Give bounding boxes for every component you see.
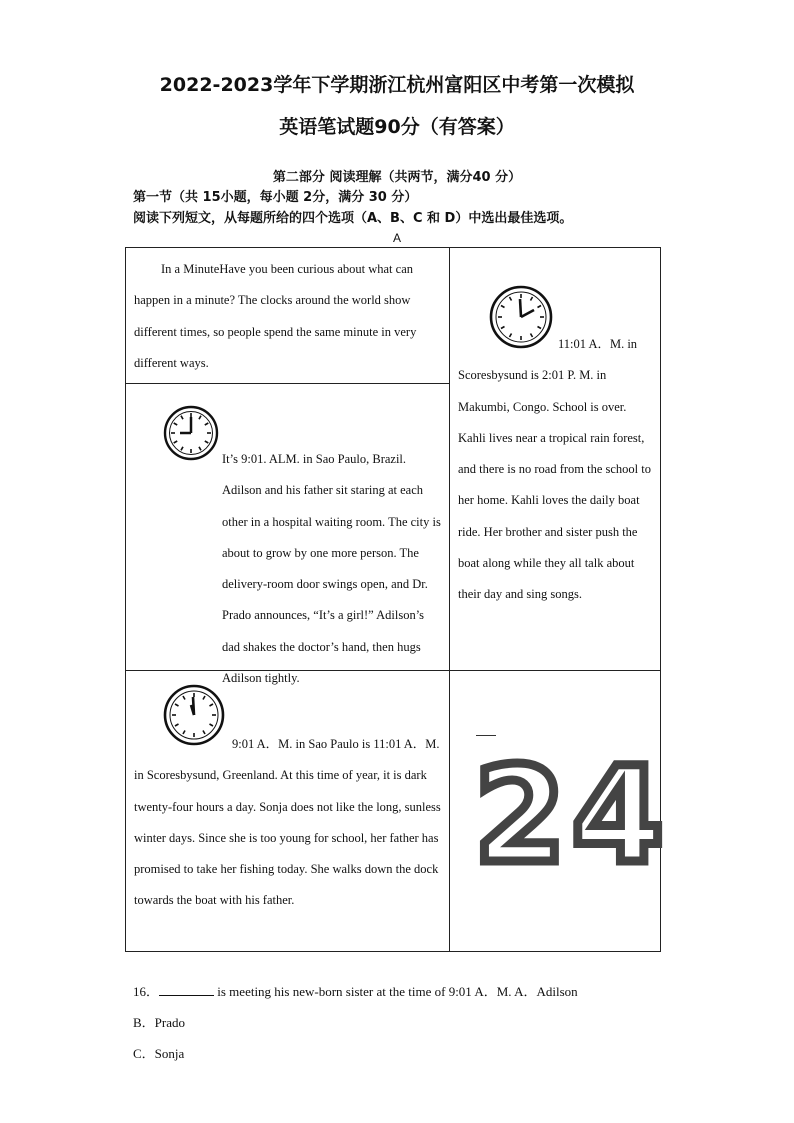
makumbi-text: 11:01 A．M. in Scoresbysund is 2:01 P. M. in Makumbi, Congo. School is over. Kahli lives near a tropical rain forest, and there is no road from the school to her home. Kahli loves the daily boat ride. Her brother and sister push the boat along while they all talk about their day and sing songs. — [458, 337, 652, 602]
option-b: B．Prado — [133, 1015, 186, 1030]
answer-blank — [159, 983, 214, 996]
sao-paulo-text: It’s 9:01. ALM. in Sao Paulo, Brazil. Adilson and his father sit staring at each other in a hospital waiting room. The city is about to grow by one more person. The delivery-room door swings open, and Dr. Prado announces, “It’s a girl!” Adilson’s dad shakes the doctor’s hand, then hugs Adilson tightly. — [222, 452, 441, 686]
sao-paulo-cell — [125, 383, 450, 686]
section-heading: 第二部分 阅读理解（共两节，满分40 分） — [272, 170, 522, 185]
twenty-four-image-cell — [449, 670, 670, 952]
question-16 — [133, 981, 578, 1000]
question-text: is meeting his new-born sister at the time of 9:01 A．M. A．Adilson — [214, 984, 578, 999]
passage-intro-text: In a MinuteHave you been curious about what can happen in a minute? The clocks around the world show different times, so people spend the same minute in very different ways. — [134, 262, 417, 370]
clock-icon — [162, 404, 220, 462]
passage-intro-cell — [125, 247, 450, 384]
scoresbysund-text: 9:01 A．M. in Sao Paulo is 11:01 A．M. in Scoresbysund, Greenland. At this time of year, it is dark twenty-four hours a day. Sonja does not like the long, sunless winter days. Since she is too young for school, her father has promised to take her fishing today. She walks down the dock towards the boat with his father. — [134, 737, 441, 908]
scoresbysund-cell — [125, 670, 450, 952]
document-title-line2: 英语笔试题90分（有答案） — [279, 116, 515, 138]
option-c: C．Sonja — [133, 1046, 185, 1061]
passage-letter: A — [392, 231, 401, 245]
number-24-graphic: 24 — [474, 739, 670, 893]
question-number: 16． — [133, 984, 160, 999]
makumbi-cell — [449, 247, 661, 671]
clock-icon — [488, 284, 554, 350]
section-instructions: 阅读下列短文，从每题所给的四个选项（A、B、C 和 D）中选出最佳选项。 — [133, 211, 573, 226]
clock-icon — [162, 683, 226, 747]
document-title-line1: 2022-2023学年下学期浙江杭州富阳区中考第一次模拟 — [159, 74, 635, 96]
section-subheading: 第一节（共 15小题，每小题 2分，满分 30 分） — [133, 190, 418, 205]
